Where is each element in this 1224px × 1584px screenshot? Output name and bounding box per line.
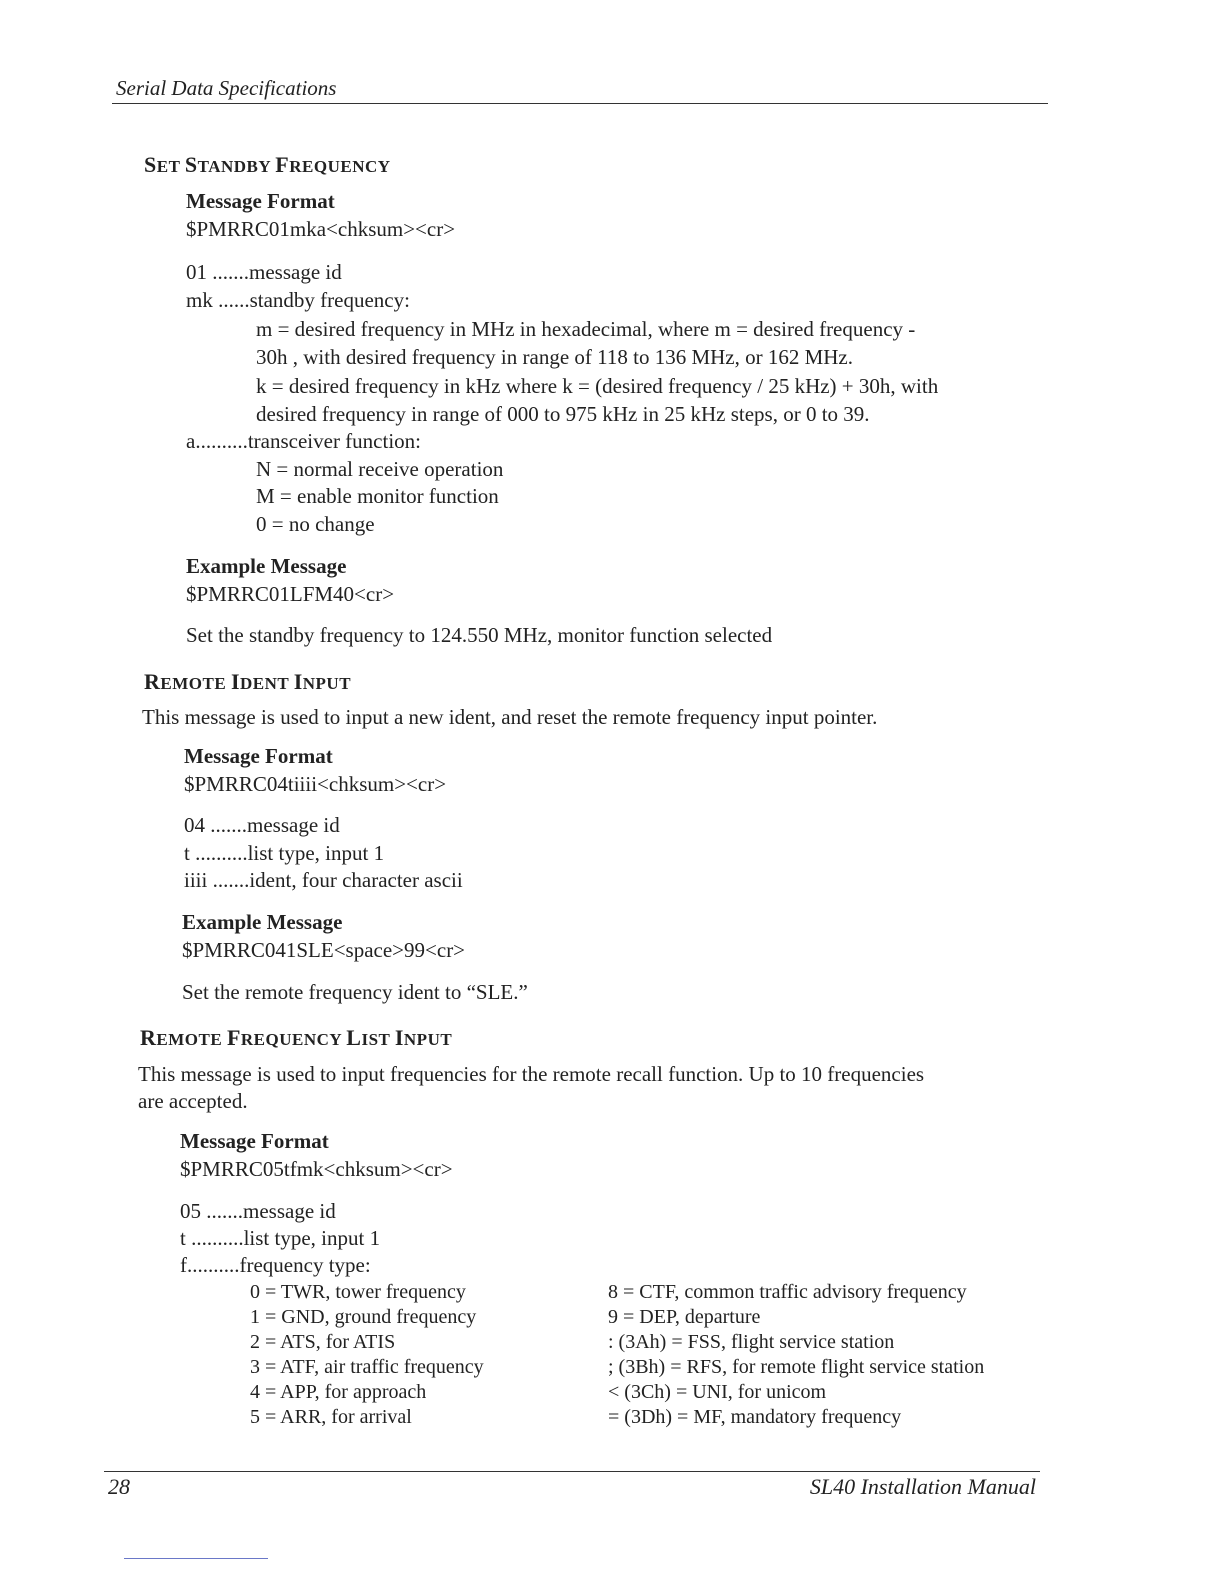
section-intro: This message is used to input a new ident, and reset the remote frequency input pointer.	[142, 705, 878, 729]
frequency-type-item: 1 = GND, ground frequency	[250, 1306, 477, 1328]
frequency-type-item: 3 = ATF, air traffic frequency	[250, 1356, 484, 1378]
message-format-string: $PMRRC04tiiii<chksum><cr>	[184, 772, 447, 796]
field-description: iiii .......ident, four character ascii	[184, 868, 463, 892]
field-detail-line: 30h , with desired frequency in range of 118 to 136 MHz, or 162 MHz.	[256, 345, 854, 369]
page-header-title: Serial Data Specifications	[116, 76, 337, 100]
frequency-type-item: 8 = CTF, common traffic advisory frequency	[608, 1281, 967, 1303]
example-description: Set the standby frequency to 124.550 MHz, monitor function selected	[186, 623, 773, 647]
section-title-set-standby-frequency: SET STANDBY FREQUENCY	[144, 152, 391, 177]
example-message-heading: Example Message	[186, 554, 347, 578]
field-description: t ..........list type, input 1	[184, 841, 385, 865]
field-description: 04 .......message id	[184, 813, 340, 837]
field-detail-line: m = desired frequency in MHz in hexadecimal, where m = desired frequency -	[256, 317, 916, 341]
section-title-remote-frequency-list-input: REMOTE FREQUENCY LIST INPUT	[140, 1025, 453, 1050]
page-number: 28	[108, 1474, 130, 1499]
field-detail-line: desired frequency in range of 000 to 975 kHz in 25 kHz steps, or 0 to 39.	[256, 402, 870, 426]
frequency-type-item: 2 = ATS, for ATIS	[250, 1331, 396, 1353]
frequency-type-item: 9 = DEP, departure	[608, 1306, 761, 1328]
example-message-heading: Example Message	[182, 910, 343, 934]
message-format-string: $PMRRC01mka<chksum><cr>	[186, 217, 456, 241]
field-description: 05 .......message id	[180, 1199, 336, 1223]
message-format-heading: Message Format	[180, 1129, 329, 1153]
frequency-type-item: 5 = ARR, for arrival	[250, 1406, 412, 1428]
section-intro: are accepted.	[138, 1089, 248, 1113]
message-format-heading: Message Format	[186, 189, 335, 213]
field-description: mk ......standby frequency:	[186, 288, 410, 312]
field-description: 01 .......message id	[186, 260, 342, 284]
frequency-type-item: 0 = TWR, tower frequency	[250, 1281, 466, 1303]
section-title-remote-ident-input: REMOTE IDENT INPUT	[144, 669, 352, 694]
example-message-string: $PMRRC01LFM40<cr>	[186, 582, 395, 606]
section-intro: This message is used to input frequencies for the remote recall function. Up to 10 frequencies	[138, 1062, 925, 1086]
frequency-type-item: < (3Ch) = UNI, for unicom	[608, 1381, 827, 1403]
message-format-string: $PMRRC05tfmk<chksum><cr>	[180, 1157, 453, 1181]
footer-divider	[104, 1471, 1040, 1472]
scan-artifact-line	[124, 1558, 268, 1559]
field-detail-line: 0 = no change	[256, 512, 375, 536]
frequency-type-item: : (3Ah) = FSS, flight service station	[608, 1331, 895, 1353]
example-message-string: $PMRRC041SLE<space>99<cr>	[182, 938, 466, 962]
field-description: f..........frequency type:	[180, 1253, 371, 1277]
field-detail-line: M = enable monitor function	[256, 484, 499, 508]
field-description: a..........transceiver function:	[186, 429, 421, 453]
field-detail-line: k = desired frequency in kHz where k = (desired frequency / 25 kHz) + 30h, with	[256, 374, 939, 398]
frequency-type-item: ; (3Bh) = RFS, for remote flight service station	[608, 1356, 985, 1378]
header-divider	[112, 103, 1048, 104]
manual-title: SL40 Installation Manual	[809, 1474, 1036, 1499]
example-description: Set the remote frequency ident to “SLE.”	[182, 980, 528, 1004]
message-format-heading: Message Format	[184, 744, 333, 768]
field-detail-line: N = normal receive operation	[256, 457, 504, 481]
frequency-type-item: 4 = APP, for approach	[250, 1381, 427, 1403]
frequency-type-item: = (3Dh) = MF, mandatory frequency	[608, 1406, 902, 1428]
field-description: t ..........list type, input 1	[180, 1226, 381, 1250]
